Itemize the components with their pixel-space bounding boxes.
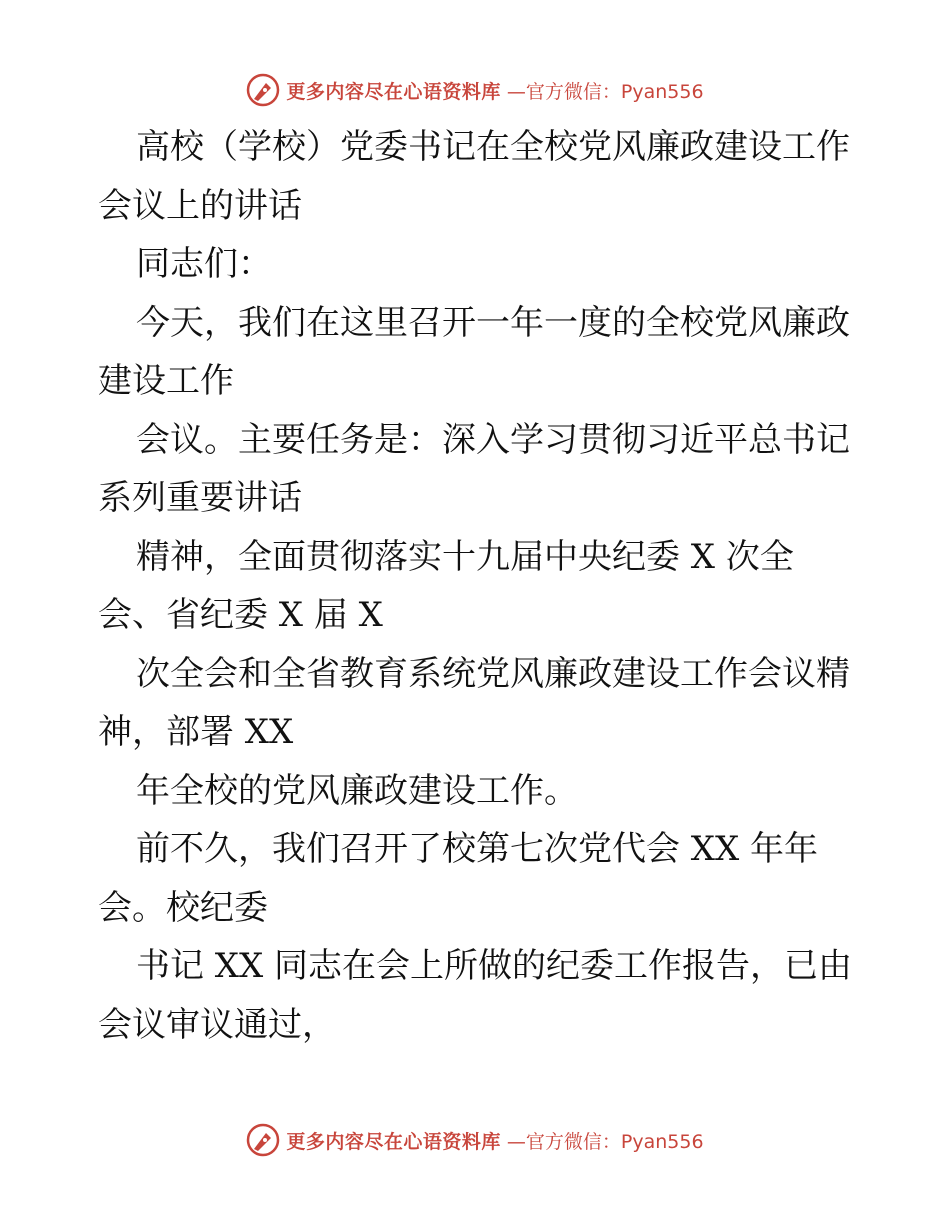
- doc-line: 会。校纪委: [98, 887, 268, 928]
- pen-nib-icon: [246, 1123, 280, 1157]
- doc-line: 系列重要讲话: [98, 478, 302, 518]
- header-banner: [0, 70, 950, 110]
- banner-main-text: 更多内容尽在心语资料库: [286, 80, 501, 103]
- footer-banner: [0, 1120, 950, 1160]
- doc-line: 同志们：: [136, 244, 272, 284]
- banner-main-text: 更多内容尽在心语资料库: [286, 1130, 501, 1153]
- doc-line: 精神，全面贯彻落实十九届中央纪委 X 次全: [136, 536, 794, 577]
- doc-line: 书记 XX 同志在会上所做的纪委工作报告，已由: [136, 946, 853, 986]
- banner-sub-text: —官方微信：Pyan556: [506, 1130, 704, 1153]
- doc-line: 会、省纪委 X 届 X: [98, 595, 383, 635]
- doc-line: 神，部署 XX: [98, 712, 294, 752]
- pen-nib-icon: [246, 73, 280, 107]
- doc-line: 高校（学校）党委书记在全校党风廉政建设工作: [136, 127, 850, 167]
- doc-line: 前不久，我们召开了校第七次党代会 XX 年年: [136, 829, 819, 869]
- doc-line: 会议。主要任务是：深入学习贯彻习近平总书记: [136, 419, 850, 460]
- banner-sub-text: —官方微信：Pyan556: [506, 80, 704, 103]
- doc-line: 建设工作: [98, 361, 234, 401]
- doc-line: 今天，我们在这里召开一年一度的全校党风廉政: [136, 302, 850, 343]
- document-body: [98, 118, 858, 1054]
- doc-line: 会议上的讲话: [98, 185, 302, 226]
- doc-line: 次全会和全省教育系统党风廉政建设工作会议精: [136, 653, 850, 694]
- doc-line: 会议审议通过，: [98, 1004, 336, 1045]
- doc-line: 年全校的党风廉政建设工作。: [136, 770, 578, 811]
